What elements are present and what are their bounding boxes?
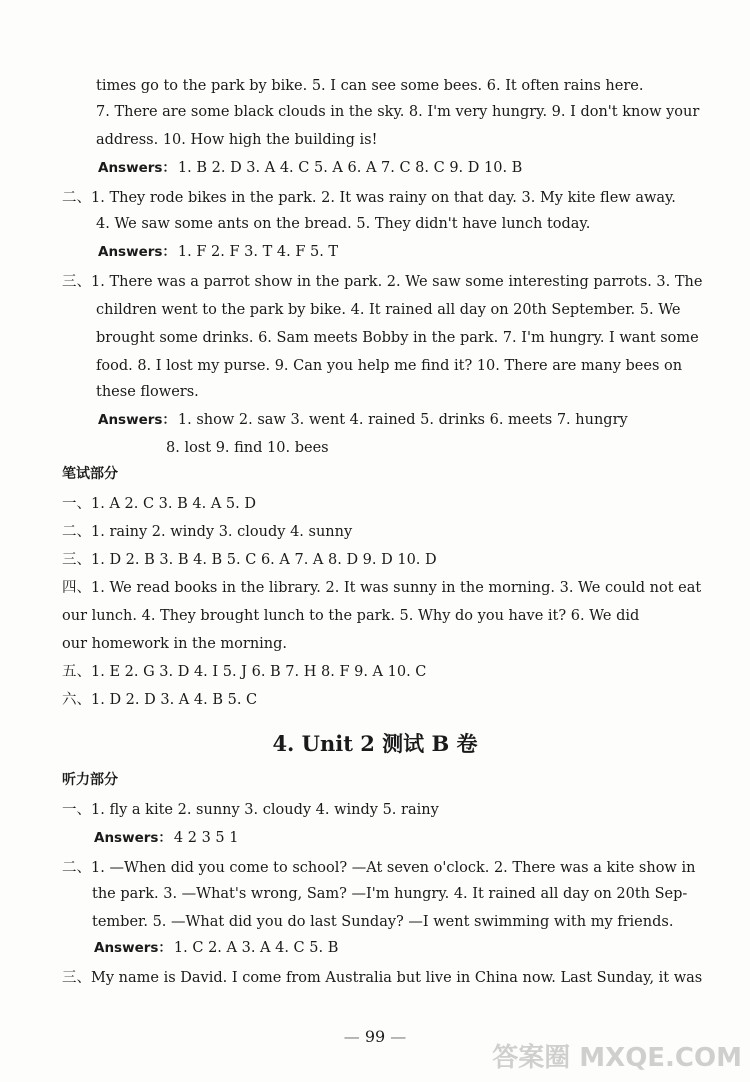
- answers-items: 1. F 2. F 3. T 4. F 5. T: [177, 244, 339, 260]
- text-line: 一、1. fly a kite 2. sunny 3. cloudy 4. windy 5. rainy: [62, 802, 439, 818]
- text-line: these flowers.: [96, 384, 199, 400]
- text-line: children went to the park by bike. 4. It rained all day on 20th September. 5. We: [96, 302, 681, 318]
- answers-items: 1. B 2. D 3. A 4. C 5. A 6. A 7. C 8. C 9. D 10. B: [177, 160, 523, 176]
- page-number: 99: [364, 1027, 386, 1046]
- text-line: tember. 5. —What did you do last Sunday? —I went swimming with my friends.: [92, 914, 674, 930]
- answers-row: [98, 410, 628, 430]
- text-line: 五、1. E 2. G 3. D 4. I 5. J 6. B 7. H 8. F 9. A 10. C: [62, 664, 427, 680]
- text-line: 二、1. They rode bikes in the park. 2. It was rainy on that day. 3. My kite flew away.: [62, 190, 676, 206]
- text-line: 7. There are some black clouds in the sky. 8. I'm very hungry. 9. I don't know your: [96, 104, 700, 120]
- answers-items: 1. C 2. A 3. A 4. C 5. B: [173, 940, 339, 956]
- answers-label: Answers：: [98, 412, 176, 428]
- section-heading: 笔试部分: [62, 466, 118, 482]
- watermark-logo: 答案圈 MXQE.COM: [492, 1043, 742, 1073]
- answers-items: 4 2 3 5 1: [173, 830, 239, 846]
- unit-title: 4. Unit 2 测试 B 卷: [272, 731, 478, 756]
- text-line: the park. 3. —What's wrong, Sam? —I'm hungry. 4. It rained all day on 20th Sep-: [92, 886, 688, 902]
- answers-label: Answers：: [98, 160, 176, 176]
- text-line: address. 10. How high the building is!: [96, 132, 378, 148]
- page-dash: —: [343, 1027, 360, 1046]
- answers-items: 8. lost 9. find 10. bees: [166, 440, 329, 456]
- answers-row: [98, 158, 522, 178]
- answers-row: [94, 828, 239, 848]
- answers-row: [94, 938, 338, 958]
- answers-items: 1. show 2. saw 3. went 4. rained 5. drinks 6. meets 7. hungry: [177, 412, 628, 428]
- text-line: 六、1. D 2. D 3. A 4. B 5. C: [62, 692, 258, 708]
- text-line: 三、1. D 2. B 3. B 4. B 5. C 6. A 7. A 8. D 9. D 10. D: [62, 552, 437, 568]
- text-line: 一、1. A 2. C 3. B 4. A 5. D: [62, 496, 256, 512]
- text-line: 三、1. There was a parrot show in the park. 2. We saw some interesting parrots. 3. The: [62, 274, 703, 290]
- section-heading: 听力部分: [62, 772, 118, 788]
- text-line: 4. We saw some ants on the bread. 5. They didn't have lunch today.: [96, 216, 591, 232]
- answers-label: Answers：: [94, 830, 172, 846]
- text-line: our lunch. 4. They brought lunch to the park. 5. Why do you have it? 6. We did: [62, 608, 640, 624]
- text-line: 二、1. rainy 2. windy 3. cloudy 4. sunny: [62, 524, 353, 540]
- text-line: 三、My name is David. I come from Australia but live in China now. Last Sunday, it was: [62, 970, 703, 986]
- text-line: times go to the park by bike. 5. I can see some bees. 6. It often rains here.: [96, 78, 644, 94]
- text-line: 二、1. —When did you come to school? —At seven o'clock. 2. There was a kite show in: [62, 860, 696, 876]
- answers-label: Answers：: [94, 940, 172, 956]
- answers-row: [98, 242, 338, 262]
- text-line: brought some drinks. 6. Sam meets Bobby in the park. 7. I'm hungry. I want some: [96, 330, 699, 346]
- page-dash: —: [390, 1027, 407, 1046]
- text-line: our homework in the morning.: [62, 636, 288, 652]
- text-line: 四、1. We read books in the library. 2. It was sunny in the morning. 3. We could not eat: [62, 580, 702, 596]
- answers-label: Answers：: [98, 244, 176, 260]
- text-line: food. 8. I lost my purse. 9. Can you help me find it? 10. There are many bees on: [96, 358, 683, 374]
